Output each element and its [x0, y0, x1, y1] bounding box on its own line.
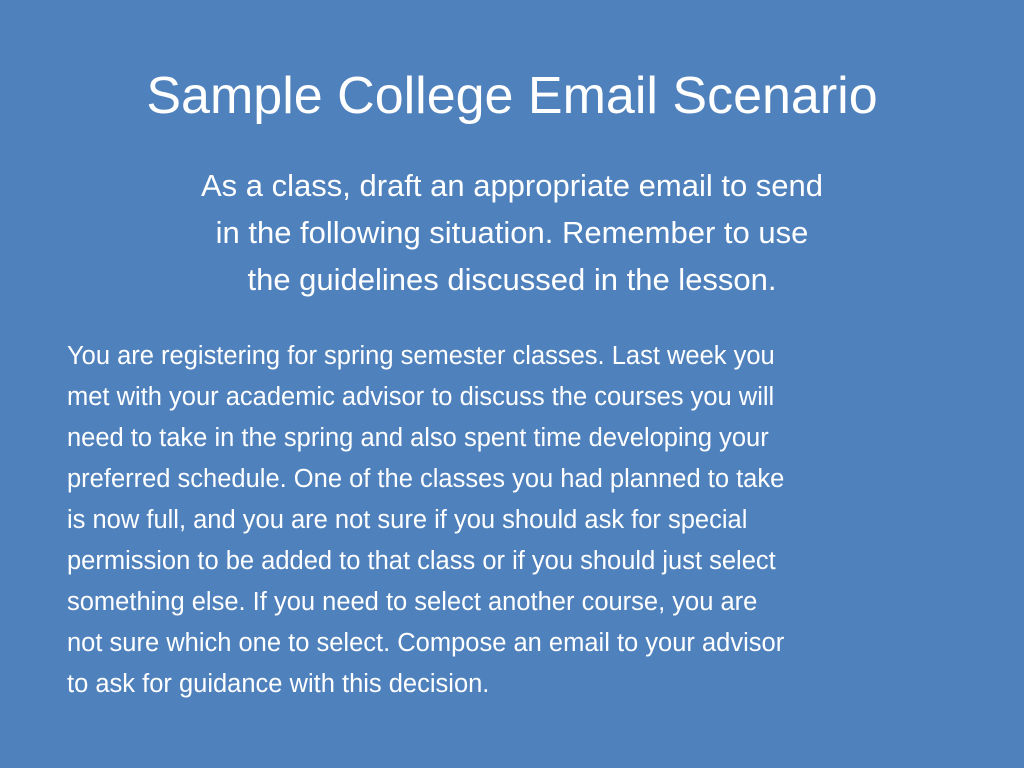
- scenario-line: need to take in the spring and also spent time developing your: [67, 424, 769, 452]
- scenario-line: permission to be added to that class or if you should just select: [67, 547, 776, 575]
- scenario-line: to ask for guidance with this decision.: [67, 670, 490, 698]
- scenario-line: preferred schedule. One of the classes you had planned to take: [67, 465, 785, 493]
- scenario-line: You are registering for spring semester classes. Last week you: [67, 342, 775, 370]
- scenario-paragraph: [67, 336, 967, 705]
- instructions: [0, 162, 1024, 303]
- scenario-line: is now full, and you are not sure if you should ask for special: [67, 506, 748, 534]
- instructions-line: As a class, draft an appropriate email to send: [200, 168, 824, 203]
- slide-title: Sample College Email Scenario: [146, 67, 878, 125]
- instructions-line: the guidelines discussed in the lesson.: [247, 262, 777, 297]
- scenario-line: met with your academic advisor to discuss the courses you will: [67, 383, 775, 411]
- instructions-line: in the following situation. Remember to use: [215, 215, 809, 250]
- scenario-line: not sure which one to select. Compose an email to your advisor: [67, 629, 785, 657]
- scenario-line: something else. If you need to select another course, you are: [67, 588, 758, 616]
